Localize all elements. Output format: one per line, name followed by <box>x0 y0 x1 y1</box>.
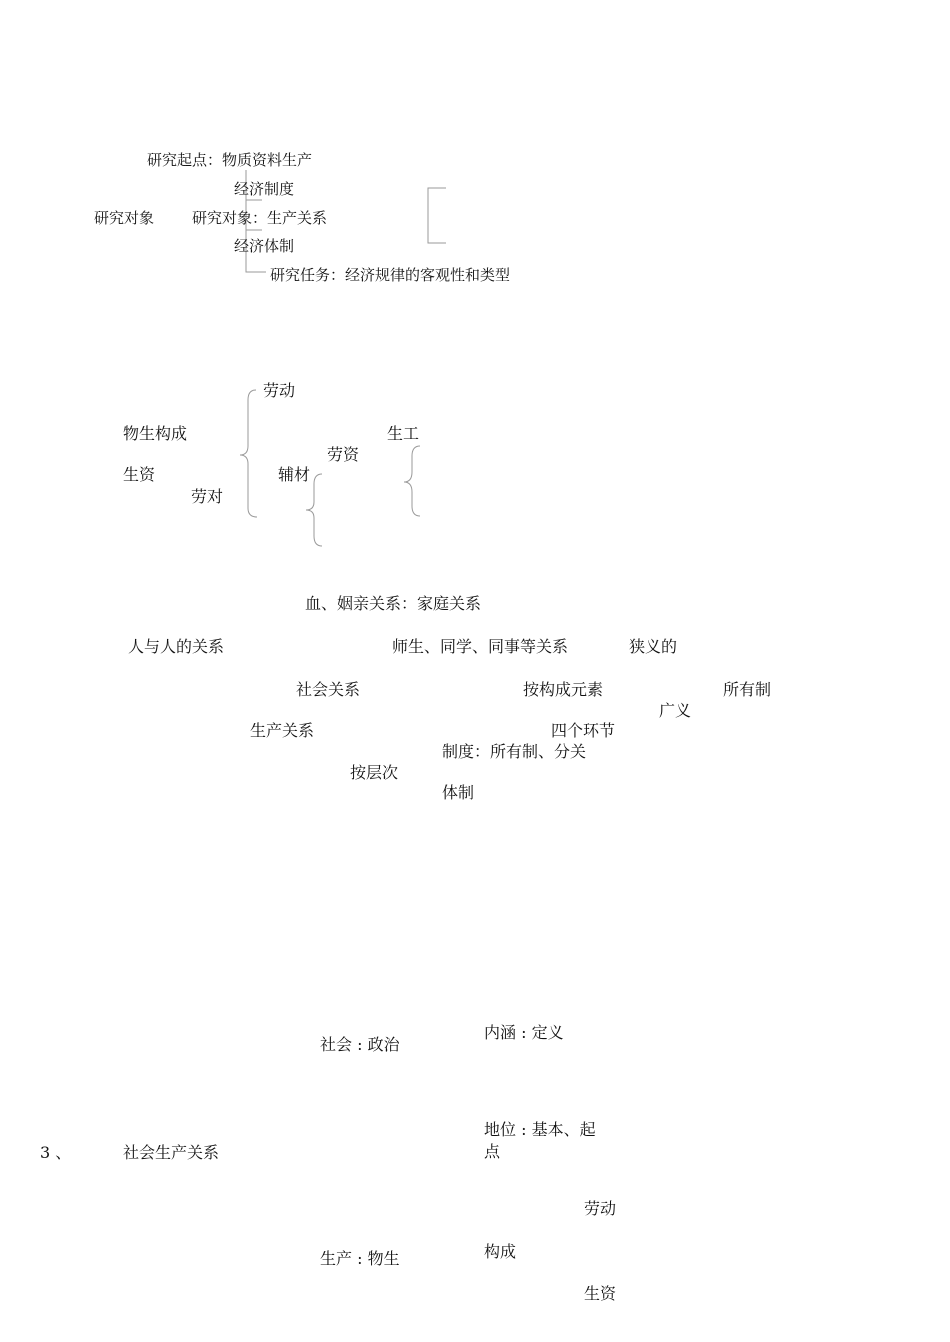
shengzi: 生资 <box>123 465 156 484</box>
research-task: 研究任务：经济规律的客观性和类型 <box>270 266 511 284</box>
research-start: 研究起点：物质资料生产 <box>147 151 313 169</box>
brace-small <box>306 474 322 546</box>
composition: 构成 <box>484 1242 517 1261</box>
brace-right <box>404 446 420 516</box>
bracket-right <box>428 188 446 243</box>
production-relation: 生产关系 <box>250 721 315 740</box>
section-number: 3 、 <box>40 1143 72 1162</box>
social-relation: 社会关系 <box>296 680 361 699</box>
tizhi: 体制 <box>442 783 475 802</box>
laozi: 劳资 <box>327 445 360 464</box>
laodui: 劳对 <box>191 487 224 506</box>
research-object-value: 研究对象：生产关系 <box>192 209 328 227</box>
broad-sense: 广义 <box>659 701 692 720</box>
blood-relation: 血、姻亲关系：家庭关系 <box>305 594 482 613</box>
labor-2: 劳动 <box>584 1199 617 1218</box>
social-politics: 社会 : 政治 <box>320 1035 400 1054</box>
connotation: 内涵 : 定义 <box>484 1023 564 1042</box>
social-production-relation: 社会生产关系 <box>123 1143 220 1162</box>
position-line1: 地位 : 基本、起 <box>484 1120 596 1139</box>
position-line2: 点 <box>484 1142 501 1161</box>
econ-structure: 经济体制 <box>234 237 295 255</box>
production-material: 生产 : 物生 <box>320 1249 400 1268</box>
person-relation: 人与人的关系 <box>128 637 225 656</box>
four-links: 四个环节 <box>551 721 616 740</box>
research-object-label: 研究对象 <box>94 209 155 227</box>
shengzi-2: 生资 <box>584 1284 617 1303</box>
teacher-relation: 师生、同学、同事等关系 <box>392 637 569 656</box>
wusheng-goucheng: 物生构成 <box>123 424 188 443</box>
brace-large <box>240 390 257 517</box>
econ-system: 经济制度 <box>234 180 295 198</box>
by-level: 按层次 <box>350 763 399 782</box>
fucai: 辅材 <box>278 465 311 484</box>
shenggong: 生工 <box>387 424 420 443</box>
narrow-sense: 狭义的 <box>629 637 678 656</box>
ownership: 所有制 <box>723 680 772 699</box>
system-ownership: 制度：所有制、分关 <box>442 742 587 761</box>
by-element: 按构成元素 <box>523 680 604 699</box>
labor: 劳动 <box>263 381 296 400</box>
